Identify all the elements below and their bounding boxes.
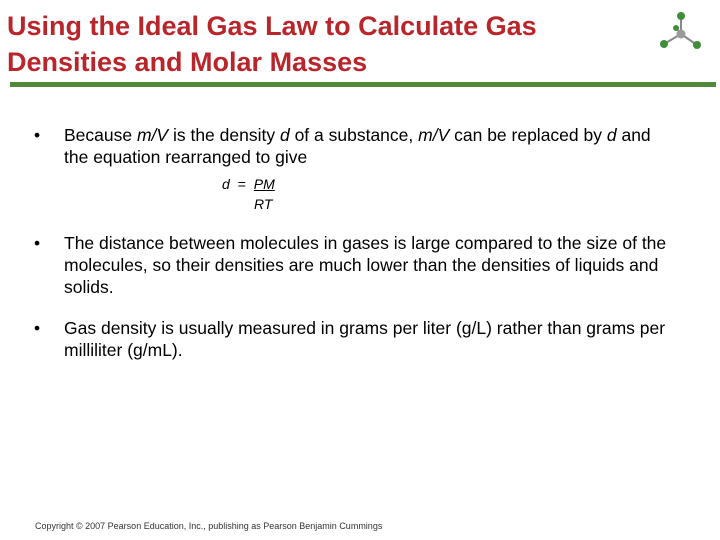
bullet-marker: • [34,233,41,253]
bullet-density-definition [34,124,674,168]
slide-title-line-2: Densities and Molar Masses [7,47,368,77]
molecule-icon [656,10,704,52]
slide-title [7,8,647,80]
bullet-text: The distance between molecules in gases is large compared to the size of the molecules, so their densities are much lower than the densities of liquids and solids. [64,233,667,297]
bullet-text: Because m/V is the density d of a substance, m/V can be replaced by d and the equation rearranged to give [64,125,651,167]
bullet-marker: • [34,125,41,145]
density-equation [222,174,275,214]
bullet-molecule-distance [34,232,674,298]
bullet-gas-density-units [34,317,674,361]
equation-denominator: RT [254,196,273,212]
equation-equals: = [237,176,246,192]
bullet-text: Gas density is usually measured in grams per liter (g/L) rather than grams per milliliter (g/mL). [64,318,666,360]
copyright-footer: Copyright © 2007 Pearson Education, Inc., publishing as Pearson Benjamin Cummings [35,521,383,531]
slide-title-line-1: Using the Ideal Gas Law to Calculate Gas [7,11,537,41]
equation-numerator: PM [253,176,275,192]
equation-lhs: d [222,176,230,192]
bullet-marker: • [34,318,41,338]
title-divider [10,82,716,87]
